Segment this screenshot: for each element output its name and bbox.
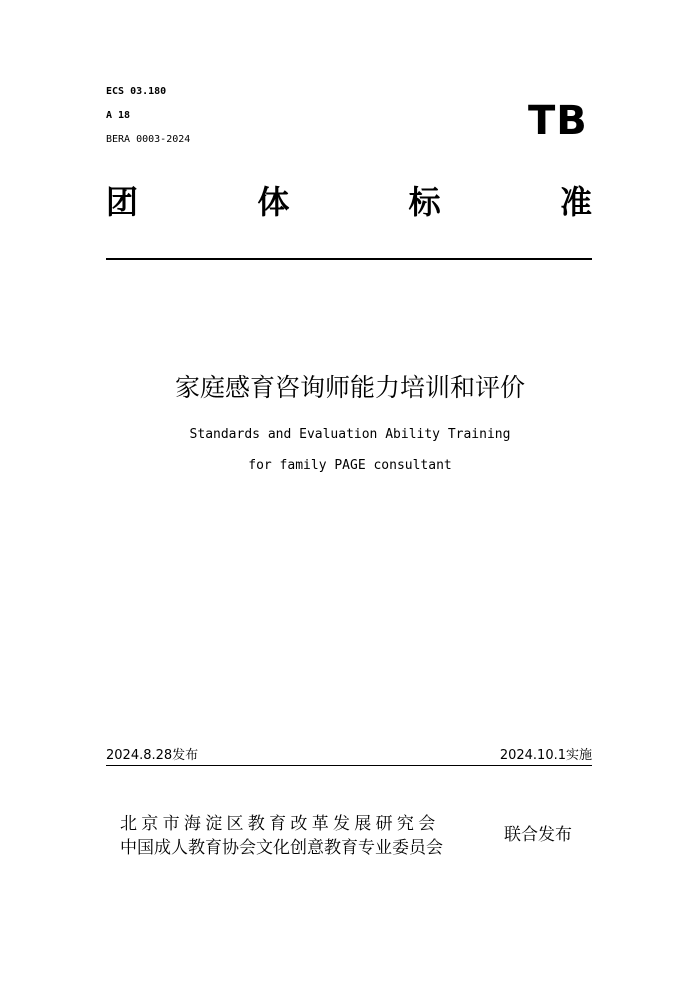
title-chinese: 家庭感育咨询师能力培训和评价 — [174, 373, 525, 402]
heading-char-2: 体 — [257, 183, 290, 221]
heading-char-4: 准 — [559, 183, 592, 221]
issuer-org-2: 中国成人教育协会文化创意教育专业委员会 — [120, 838, 443, 858]
standard-number: BERA 0003-2024 — [106, 134, 191, 145]
issuing-organizations — [120, 812, 443, 860]
issuer-org-1: 北京市海淀区教育改革发展研究会 — [120, 814, 440, 834]
ics-code: ECS 03.180 — [106, 86, 167, 97]
tb-mark: TB — [528, 98, 588, 144]
title-english-line1: Standards and Evaluation Ability Training — [189, 427, 511, 442]
heading-char-3: 标 — [408, 183, 441, 221]
document-type-heading — [106, 182, 592, 222]
joint-publish-label: 联合发布 — [504, 825, 572, 845]
publish-date: 2024.8.28发布 — [106, 748, 199, 763]
top-divider — [106, 258, 592, 260]
implement-date: 2024.10.1实施 — [499, 748, 592, 763]
date-row — [106, 747, 592, 765]
title-english-line2: for family PAGE consultant — [248, 458, 452, 473]
ccs-code: A 18 — [106, 110, 131, 121]
bottom-divider — [106, 765, 592, 766]
heading-char-1: 团 — [106, 183, 139, 221]
